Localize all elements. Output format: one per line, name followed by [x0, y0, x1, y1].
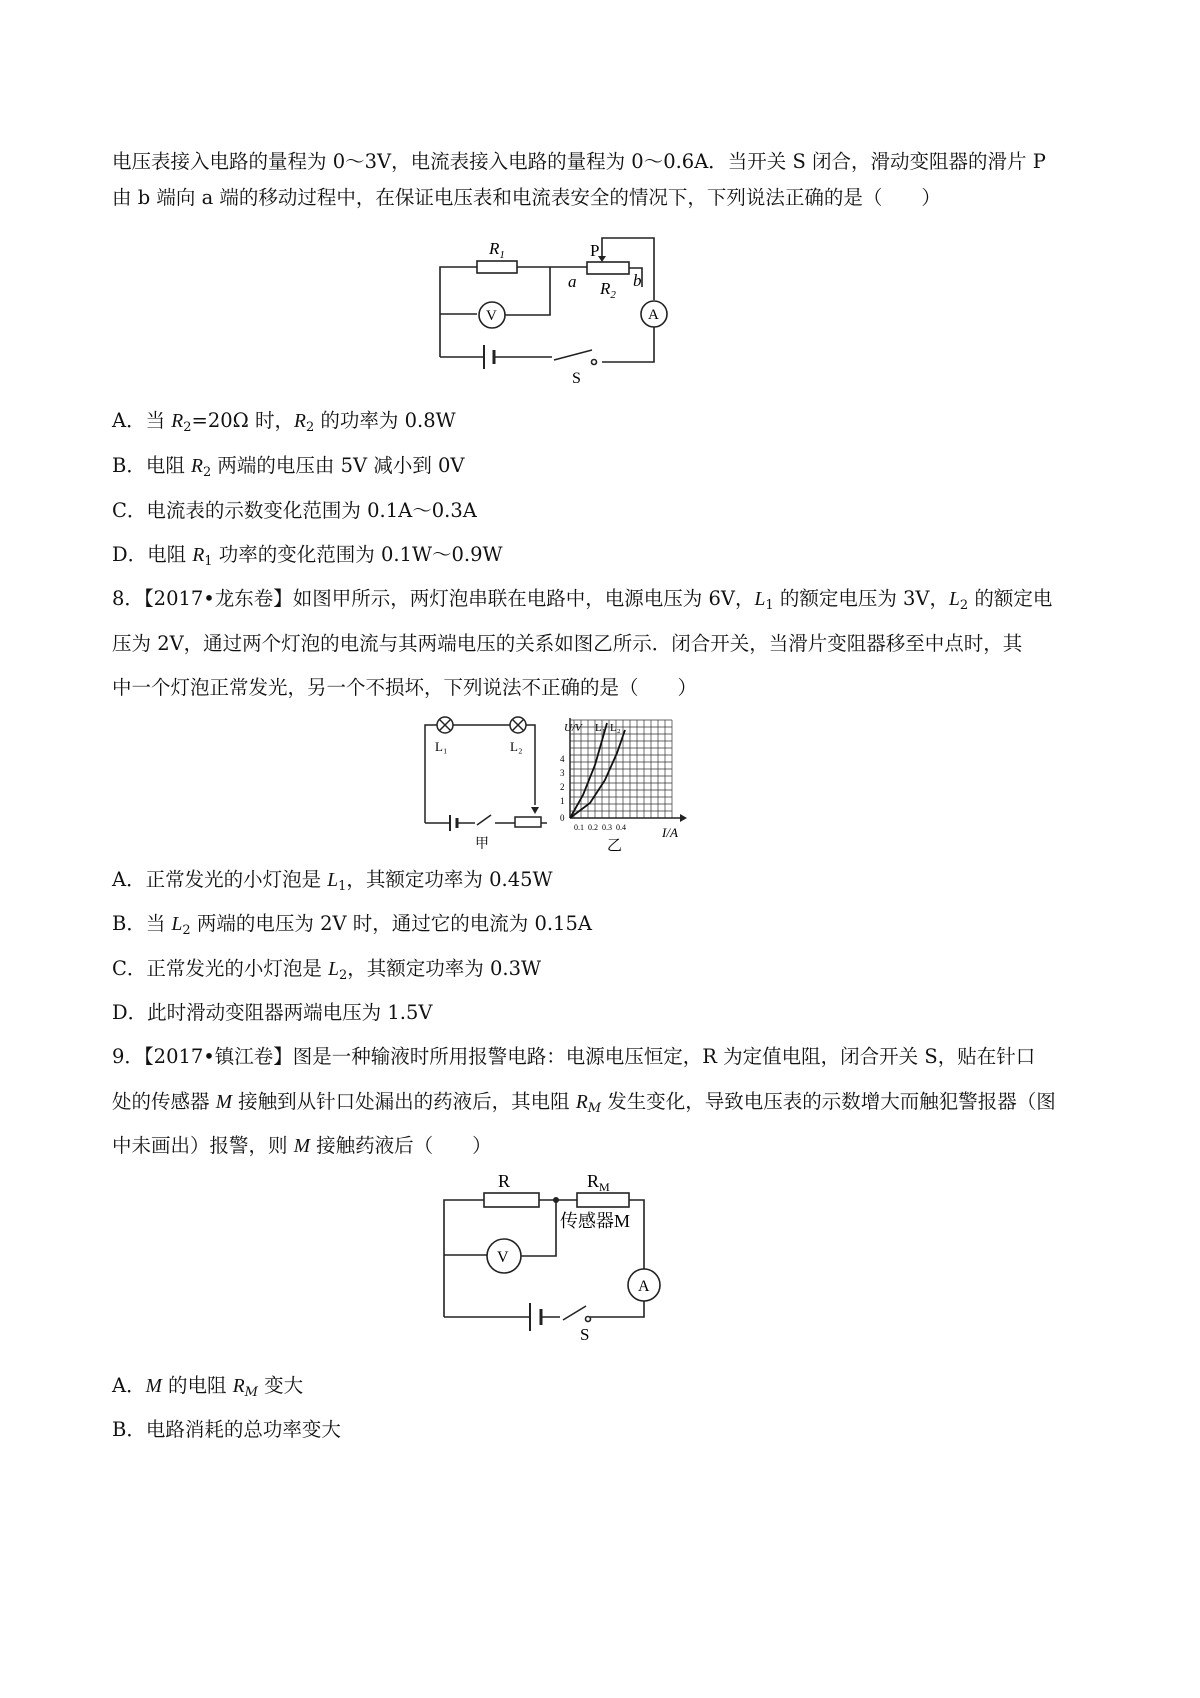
q8-xtick-4: 0.4 [616, 823, 626, 832]
q9-sensor-rm [577, 1193, 629, 1207]
q8-label-yi: 乙 [607, 838, 623, 854]
q7-label-b: b [633, 271, 642, 290]
q7-label-v: V [486, 308, 497, 324]
q8-option-c: C．正常发光的小灯泡是 $L_2$，其额定功率为 0.3W [112, 957, 542, 983]
q9-text-line3: 中未画出）报警，则 M 接触药液后（ ） [112, 1134, 492, 1157]
q7-text-line1: 电压表接入电路的量程为 0～3V，电流表接入电路的量程为 0～0.6A．当开关 S 闭合，滑动变阻器的滑片 P [112, 150, 1046, 173]
q7-label-p: P [590, 241, 600, 260]
q7-label-amm: A [648, 307, 659, 323]
q7-text-line2: 由 b 端向 a 端的移动过程中，在保证电压表和电流表安全的情况下，下列说法正确的是（ ） [112, 186, 941, 209]
q9-option-b: B．电路消耗的总功率变大 [112, 1418, 341, 1441]
q8-option-d: D．此时滑动变阻器两端电压为 1.5V [112, 1001, 433, 1024]
q7-r1-resistor [477, 261, 517, 273]
q8-rheostat [515, 817, 541, 827]
q8-series-l1: L₁ [595, 722, 606, 734]
q8-graph [560, 718, 687, 854]
q8-xtick-2: 0.2 [588, 823, 598, 832]
q8-ytick-3: 3 [560, 768, 565, 778]
q7-option-a: A．当 $R_2=20\Omega$ 时，$R_2$ 的功率为 0.8W [112, 409, 456, 435]
q8-label-l2: L₂ [510, 739, 523, 754]
q9-text-line2: 处的传感器 M 接触到从针口处漏出的药液后，其电阻 $R_M$ 发生变化，导致电压表的示数增大而触犯警报器（图 [112, 1090, 1056, 1116]
q8-ytick-1: 1 [560, 796, 565, 806]
q8-text-line3: 中一个灯泡正常发光，另一个不损坏，下列说法不正确的是（ ） [112, 676, 698, 699]
q9-label-v: V [497, 1249, 509, 1266]
q7-label-s: S [572, 370, 581, 387]
q7-option-b: B．电阻 $R_2$ 两端的电压由 5V 减小到 0V [112, 454, 465, 480]
q7-label-a: a [568, 272, 577, 291]
q8-text-line2: 压为 2V，通过两个灯泡的电流与其两端电压的关系如图乙所示．闭合开关，当滑片变阻器移至中点时，其 [112, 632, 1023, 655]
q9-label-sensor: 传感器M [560, 1211, 631, 1231]
q8-label-l1: L₁ [435, 739, 448, 754]
q8-option-a: A．正常发光的小灯泡是 $L_1$，其额定功率为 0.45W [112, 868, 553, 894]
q9-resistor-r [484, 1193, 539, 1207]
q7-option-d: D．电阻 $R_1$ 功率的变化范围为 0.1W～0.9W [112, 543, 503, 569]
q8-ytick-0: 0 [560, 813, 565, 823]
q8-option-b: B．当 $L_2$ 两端的电压为 2V 时，通过它的电流为 0.15A [112, 912, 592, 938]
q8-ylabel: U/V [564, 722, 582, 734]
q8-xtick-1: 0.1 [574, 823, 584, 832]
q8-ytick-4: 4 [560, 754, 565, 764]
q7-label-r2: $R_2$ [600, 279, 616, 301]
q9-label-s: S [580, 1325, 590, 1344]
q7-option-c: C．电流表的示数变化范围为 0.1A～0.3A [112, 499, 477, 522]
q9-text-line1: 9．【2017•镇江卷】图是一种输液时所用报警电路：电源电压恒定，R 为定值电阻，闭合开关 S，贴在针口 [112, 1045, 1036, 1068]
q8-ytick-2: 2 [560, 782, 565, 792]
q8-series-l2: L₂ [610, 722, 621, 734]
q7-label-r1: $R_1$ [489, 239, 505, 261]
q8-xtick-3: 0.3 [602, 823, 612, 832]
q9-label-rm: $R_M$ [587, 1171, 610, 1194]
q8-label-jia: 甲 [475, 837, 489, 852]
q9-circuit-diagram [432, 1165, 682, 1345]
q8-figure [415, 715, 695, 855]
q7-r2-rheostat [587, 262, 629, 274]
q9-option-a: A．M 的电阻 $R_M$ 变大 [112, 1374, 304, 1400]
q8-text-line1: 8．【2017•龙东卷】如图甲所示，两灯泡串联在电路中，电源电压为 6V，$L_1$ 的额定电压为 3V，$L_2$ 的额定电 [112, 587, 1053, 613]
q9-label-r: R [498, 1171, 511, 1191]
q8-xlabel: I/A [662, 825, 678, 840]
q9-label-amm: A [638, 1278, 650, 1295]
q7-circuit-diagram [432, 232, 672, 387]
